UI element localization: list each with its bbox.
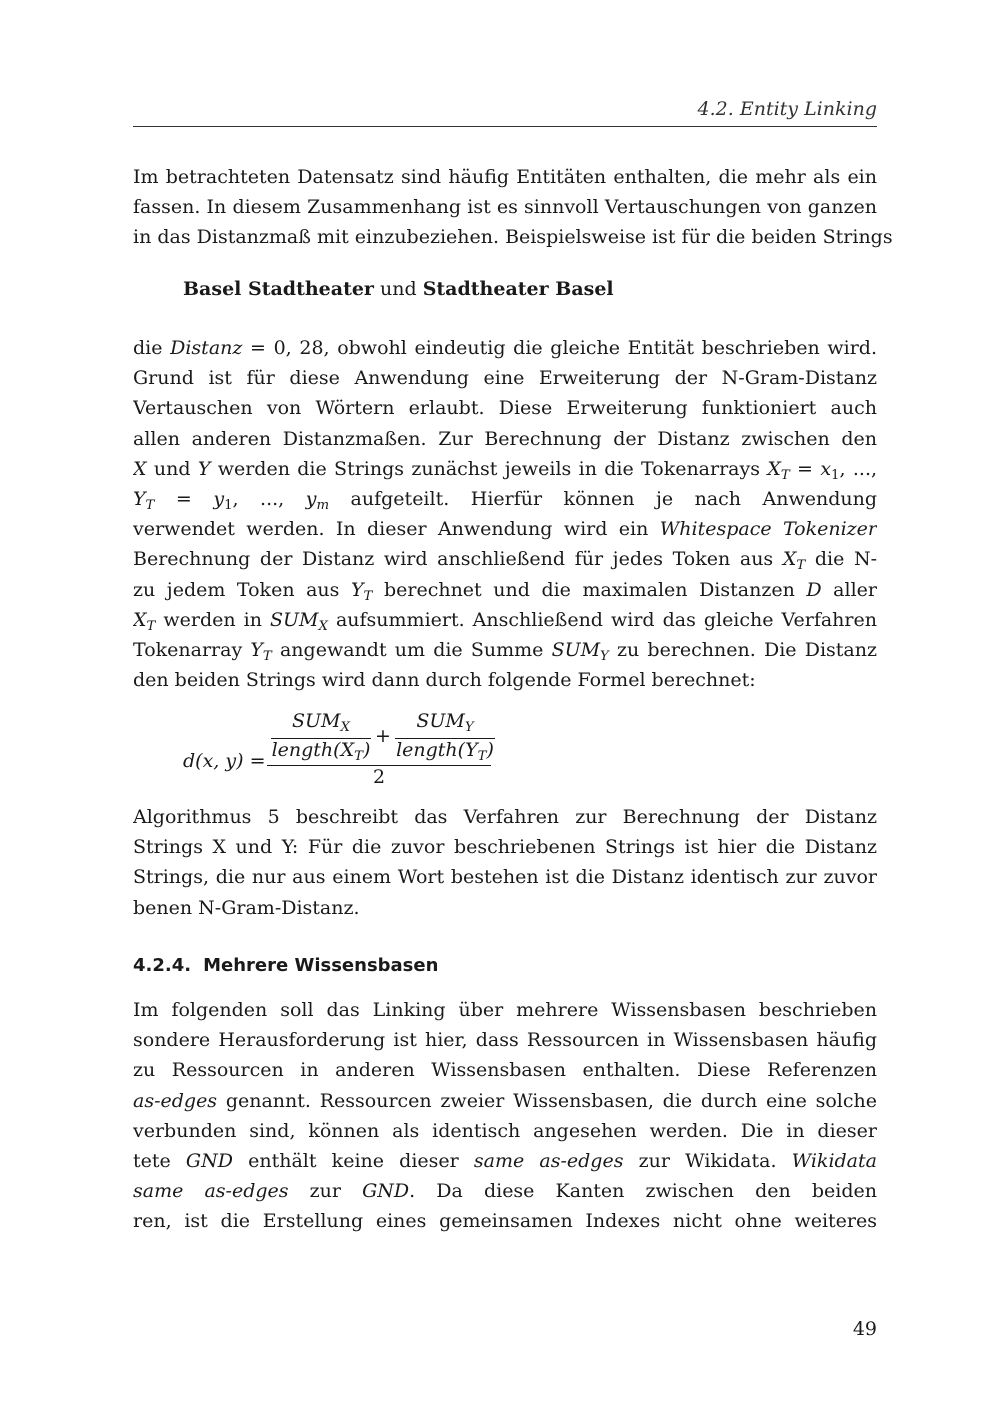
text-line: verwendet werden. In dieser Anwendung wird ein Whitespace Tokenizer [133,518,877,541]
text-line: ren, ist die Erstellung eines gemeinsamen Indexes nicht ohne weiteres [133,1210,877,1233]
text-line: zu Ressourcen in anderen Wissensbasen enthalten. Diese Referenzen [133,1059,877,1082]
page-number: 49 [852,1318,877,1340]
paragraph-algorithm [133,802,877,923]
text-line: den beiden Strings wird dann durch folgende Formel berechnet: [133,669,756,692]
example-connector: und [380,278,417,300]
running-header [133,96,877,127]
text-line: Strings, die nur aus einem Wort bestehen ist die Distanz identisch zur zuvor [133,866,877,889]
formula-plus: + [375,725,391,747]
text-line: Vertauschen von Wörtern erlaubt. Diese Erweiterung funktioniert auch [133,397,877,420]
text-line: fassen. In diesem Zusammenhang ist es sinnvoll Vertauschungen von ganzen [133,196,877,219]
text-line: zu jedem Token aus $Y_T$ berechnet und die maximalen Distanzen D aller [133,578,877,604]
paragraph-method [133,333,877,695]
text-line: Algorithmus 5 beschreibt das Verfahren zur Berechnung der Distanz [133,806,877,828]
distance-formula [183,708,543,788]
text-line: sondere Herausforderung ist hier, dass Ressourcen in Wissensbasen häufig [133,1029,877,1052]
section-number: 4.2.4. [133,955,192,976]
section-title: Mehrere Wissensbasen [203,955,439,976]
text-line: $Y_T = y_1$, ..., $y_m$ aufgeteilt. Hierfür können je nach Anwendung [133,487,877,513]
example-strings [183,278,614,300]
paragraph-knowledge-bases [133,995,877,1237]
text-line: $X_T$ werden in $SUM_X$ aufsummiert. Anschließend wird das gleiche Verfahren [133,608,877,634]
text-line: tete GND enthält keine dieser same as-edges zur Wikidata. Wikidata [133,1149,877,1172]
example-string-b: Stadtheater Basel [422,278,614,300]
text-line: as-edges genannt. Ressourcen zweier Wissensbasen, die durch eine solche [133,1089,877,1112]
text-line: Im folgenden soll das Linking über mehrere Wissensbasen beschrieben [133,999,877,1021]
fraction-2-denominator: $length(Y_T)$ [396,739,494,764]
section-heading [133,955,438,976]
text-line: benen N-Gram-Distanz. [133,896,360,919]
text-line: Berechnung der Distanz wird anschließend für jedes Token aus $X_T$ die N- [133,548,877,574]
running-header-title: 4.2. Entity Linking [697,98,877,120]
text-line: allen anderen Distanzmaßen. Zur Berechnung der Distanz zwischen den [133,427,877,450]
text-line: die Distanz = 0, 28, obwohl eindeutig die gleiche Entität beschrieben wird. [133,337,877,359]
text-line: in das Distanzmaß mit einzubeziehen. Beispielsweise ist für die beiden Strings [133,226,893,249]
fraction-1-denominator: $length(X_T)$ [271,739,371,764]
text-line: Strings X und Y: Für die zuvor beschriebenen Strings ist hier die Distanz [133,836,877,859]
formula-lhs: d(x, y) = [183,750,266,772]
formula-denominator: 2 [372,766,386,788]
example-string-a: Basel Stadtheater [183,278,374,300]
text-line: X und Y werden die Strings zunächst jeweils in die Tokenarrays $X_T = x_1$, ..., [133,457,877,483]
fraction-1-numerator: $SUM_X$ [292,710,350,735]
fraction-2-numerator: $SUM_Y$ [416,710,474,735]
text-line: verbunden sind, können als identisch angesehen werden. Die in dieser [133,1119,877,1142]
text-line: Im betrachteten Datensatz sind häufig Entitäten enthalten, die mehr als ein [133,166,877,188]
paragraph-intro [133,162,893,253]
text-line: same as-edges zur GND. Da diese Kanten zwischen den beiden [133,1180,877,1203]
text-line: Grund ist für diese Anwendung eine Erweiterung der N-Gram-Distanz [133,367,877,390]
text-line: Tokenarray $Y_T$ angewandt um die Summe $SUM_Y$ zu berechnen. Die Distanz [133,638,877,664]
